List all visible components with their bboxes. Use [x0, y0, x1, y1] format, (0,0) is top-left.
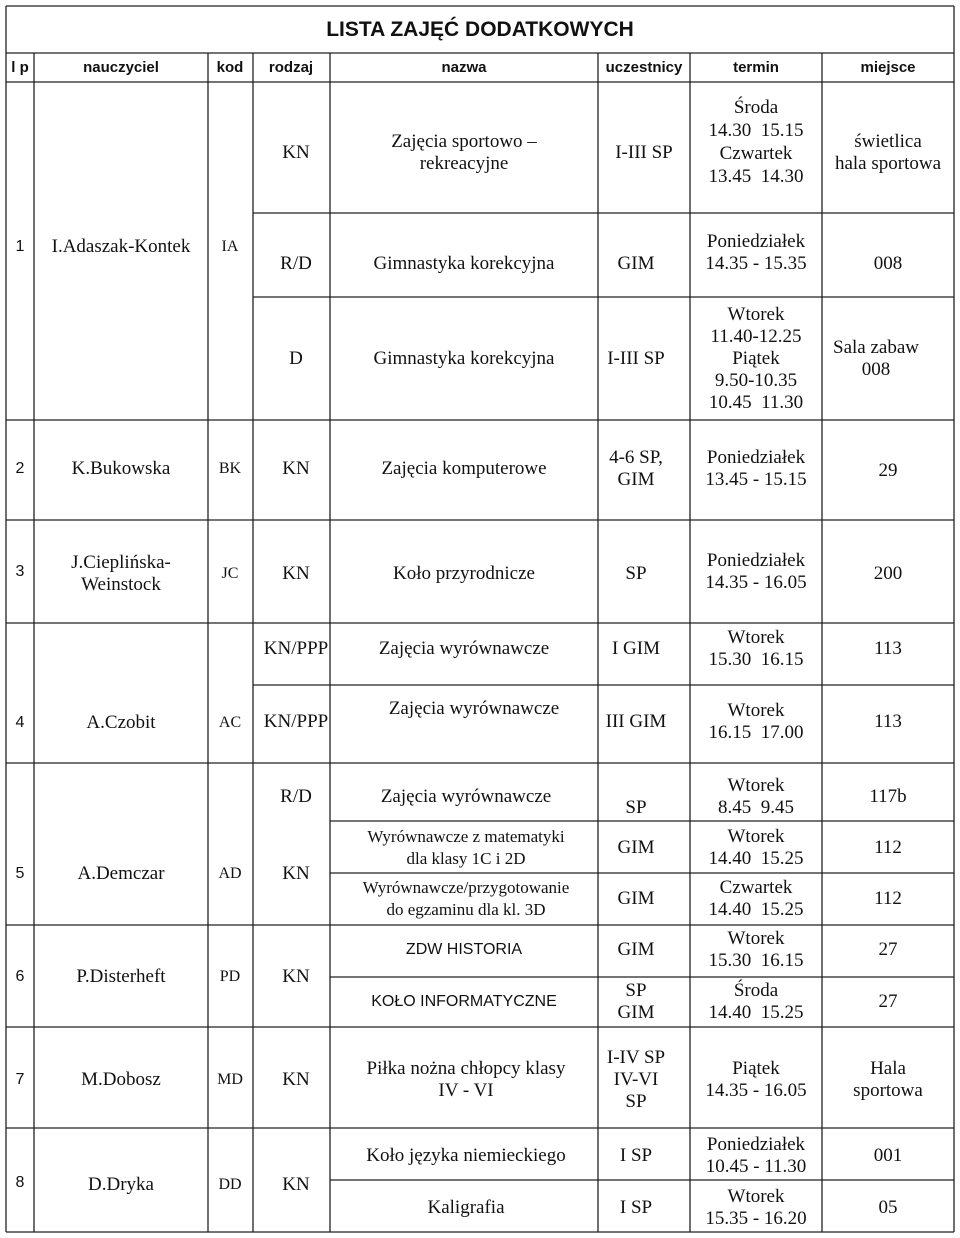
- header-termin: termin: [733, 59, 779, 76]
- activity-nazwa: Wyrównawcze z matematyki dla klasy 1C i 2D: [367, 827, 565, 868]
- teacher-name: M.Dobosz: [81, 1069, 161, 1090]
- teacher-code: JC: [221, 565, 239, 582]
- teacher-lp: 3: [15, 563, 25, 580]
- activity-termin: Wtorek 8.45 9.45: [718, 775, 794, 818]
- teacher-code: MD: [217, 1071, 243, 1088]
- activity-nazwa: Zajęcia sportowo – rekreacyjne: [391, 131, 537, 174]
- activity-rodzaj: KN: [282, 142, 310, 163]
- header-rodzaj: rodzaj: [268, 59, 314, 76]
- teacher-name: I.Adaszak-Kontek: [51, 236, 191, 257]
- activity-uczestnicy: SP: [625, 797, 647, 818]
- header-nazwa: nazwa: [441, 59, 487, 76]
- activity-nazwa: ZDW HISTORIA: [405, 941, 523, 958]
- activity-uczestnicy: I-IV SP IV-VI SP: [606, 1047, 666, 1112]
- activity-termin: Wtorek 15.30 16.15: [708, 928, 804, 971]
- activity-miejsce: świetlica hala sportowa: [834, 131, 942, 174]
- activity-uczestnicy: I SP: [619, 1197, 653, 1218]
- activity-termin: Poniedziałek 14.35 - 16.05: [705, 550, 807, 593]
- activity-termin: Wtorek 16.15 17.00: [708, 700, 804, 743]
- activity-miejsce: 113: [874, 638, 902, 659]
- activity-nazwa: Gimnastyka korekcyjna: [373, 253, 555, 274]
- activity-nazwa: Wyrównawcze/przygotowanie do egzaminu dla kl. 3D: [362, 878, 570, 919]
- header-miejsce: miejsce: [860, 59, 916, 76]
- header-kod: kod: [216, 59, 244, 76]
- teacher-code: DD: [218, 1176, 242, 1193]
- teacher-name: D.Dryka: [88, 1174, 154, 1195]
- activity-uczestnicy: 4-6 SP, GIM: [609, 447, 663, 490]
- activity-termin: Środa 14.40 15.25: [708, 980, 804, 1023]
- activity-termin: Środa 14.30 15.15 Czwartek 13.45 14.30: [708, 97, 804, 187]
- activity-rodzaj: KN: [282, 563, 310, 584]
- activity-miejsce: 001: [873, 1145, 903, 1166]
- activity-nazwa: Zajęcia wyrównawcze: [378, 638, 550, 659]
- teacher-rodzaj: KN: [282, 1069, 310, 1090]
- activity-rodzaj: R/D: [280, 253, 312, 274]
- activity-uczestnicy: I-III SP: [607, 348, 665, 369]
- activity-uczestnicy: SP GIM: [617, 980, 655, 1023]
- teacher-name: K.Bukowska: [71, 458, 171, 479]
- teacher-name: P.Disterheft: [76, 966, 166, 987]
- header-lp: l p: [11, 59, 29, 76]
- activity-miejsce: 29: [878, 460, 898, 481]
- activity-nazwa: KOŁO INFORMATYCZNE: [371, 993, 557, 1010]
- teacher-name: A.Czobit: [86, 712, 156, 733]
- activity-miejsce: 117b: [869, 786, 907, 807]
- teacher-rodzaj: KN: [282, 966, 310, 987]
- teacher-name: J.Cieplińska- Weinstock: [71, 552, 171, 595]
- activity-miejsce: 05: [878, 1197, 898, 1218]
- teacher-lp: 1: [15, 238, 25, 255]
- activity-termin: Czwartek 14.40 15.25: [708, 877, 804, 920]
- activity-termin: Piątek 14.35 - 16.05: [705, 1058, 807, 1101]
- activity-termin: Poniedziałek 14.35 - 15.35: [705, 231, 807, 274]
- teacher-rodzaj: KN: [282, 863, 310, 884]
- activity-rodzaj: KN: [282, 458, 310, 479]
- activity-termin: Wtorek 14.40 15.25: [708, 826, 804, 869]
- activity-termin: Wtorek 11.40-12.25 Piątek 9.50-10.35 10.45 11.30: [708, 304, 804, 413]
- activity-uczestnicy: III GIM: [605, 711, 667, 732]
- activity-uczestnicy: GIM: [617, 888, 655, 909]
- activity-rodzaj: KN/PPP: [263, 711, 329, 732]
- activity-miejsce: 112: [874, 837, 902, 858]
- activity-uczestnicy: SP: [625, 563, 647, 584]
- activity-uczestnicy: I-III SP: [615, 142, 673, 163]
- activity-uczestnicy: I SP: [619, 1145, 653, 1166]
- activity-miejsce: 27: [878, 939, 898, 960]
- teacher-code: AC: [218, 714, 242, 731]
- teacher-code: AD: [218, 865, 242, 882]
- activity-miejsce: 112: [874, 888, 902, 909]
- activity-nazwa: Zajęcia wyrównawcze: [380, 786, 552, 807]
- activity-miejsce: 008: [873, 253, 903, 274]
- teacher-code: IA: [221, 238, 239, 255]
- activity-nazwa: Gimnastyka korekcyjna: [373, 348, 555, 369]
- activity-nazwa: Piłka nożna chłopcy klasy IV - VI: [366, 1058, 566, 1101]
- teacher-code: BK: [218, 460, 242, 477]
- activity-rodzaj: KN/PPP: [263, 638, 329, 659]
- teacher-lp: 5: [15, 865, 25, 882]
- activity-miejsce: Hala sportowa: [853, 1058, 923, 1101]
- header-nauczyciel: nauczyciel: [83, 59, 159, 76]
- activity-termin: Wtorek 15.35 - 16.20: [705, 1186, 807, 1229]
- page-title: LISTA ZAJĘĆ DODATKOWYCH: [326, 18, 634, 41]
- teacher-name: A.Demczar: [77, 863, 165, 884]
- activity-miejsce: 113: [874, 711, 902, 732]
- activity-uczestnicy: I GIM: [611, 638, 661, 659]
- activity-termin: Wtorek 15.30 16.15: [708, 627, 804, 670]
- activity-nazwa: Zajęcia wyrównawcze: [388, 698, 560, 719]
- teacher-code: PD: [219, 968, 241, 985]
- activity-miejsce: Sala zabaw 008: [833, 337, 919, 380]
- activity-rodzaj: R/D: [280, 786, 312, 807]
- activity-nazwa: Zajęcia komputerowe: [381, 458, 547, 479]
- activity-miejsce: 27: [878, 991, 898, 1012]
- activity-nazwa: Koło języka niemieckiego: [366, 1145, 566, 1166]
- activity-miejsce: 200: [873, 563, 903, 584]
- activity-rodzaj: D: [289, 348, 303, 369]
- activity-uczestnicy: GIM: [617, 253, 655, 274]
- activity-uczestnicy: GIM: [617, 837, 655, 858]
- activity-nazwa: Koło przyrodnicze: [393, 563, 535, 584]
- teacher-lp: 7: [15, 1071, 25, 1088]
- activity-termin: Poniedziałek 10.45 - 11.30: [705, 1134, 807, 1177]
- teacher-lp: 4: [15, 714, 25, 731]
- activity-termin: Poniedziałek 13.45 - 15.15: [705, 447, 807, 490]
- activity-nazwa: Kaligrafia: [427, 1197, 505, 1218]
- teacher-lp: 2: [15, 460, 25, 477]
- teacher-rodzaj: KN: [282, 1174, 310, 1195]
- teacher-lp: 8: [15, 1174, 25, 1191]
- teacher-lp: 6: [15, 968, 25, 985]
- header-uczestnicy: uczestnicy: [605, 59, 683, 76]
- activity-uczestnicy: GIM: [617, 939, 655, 960]
